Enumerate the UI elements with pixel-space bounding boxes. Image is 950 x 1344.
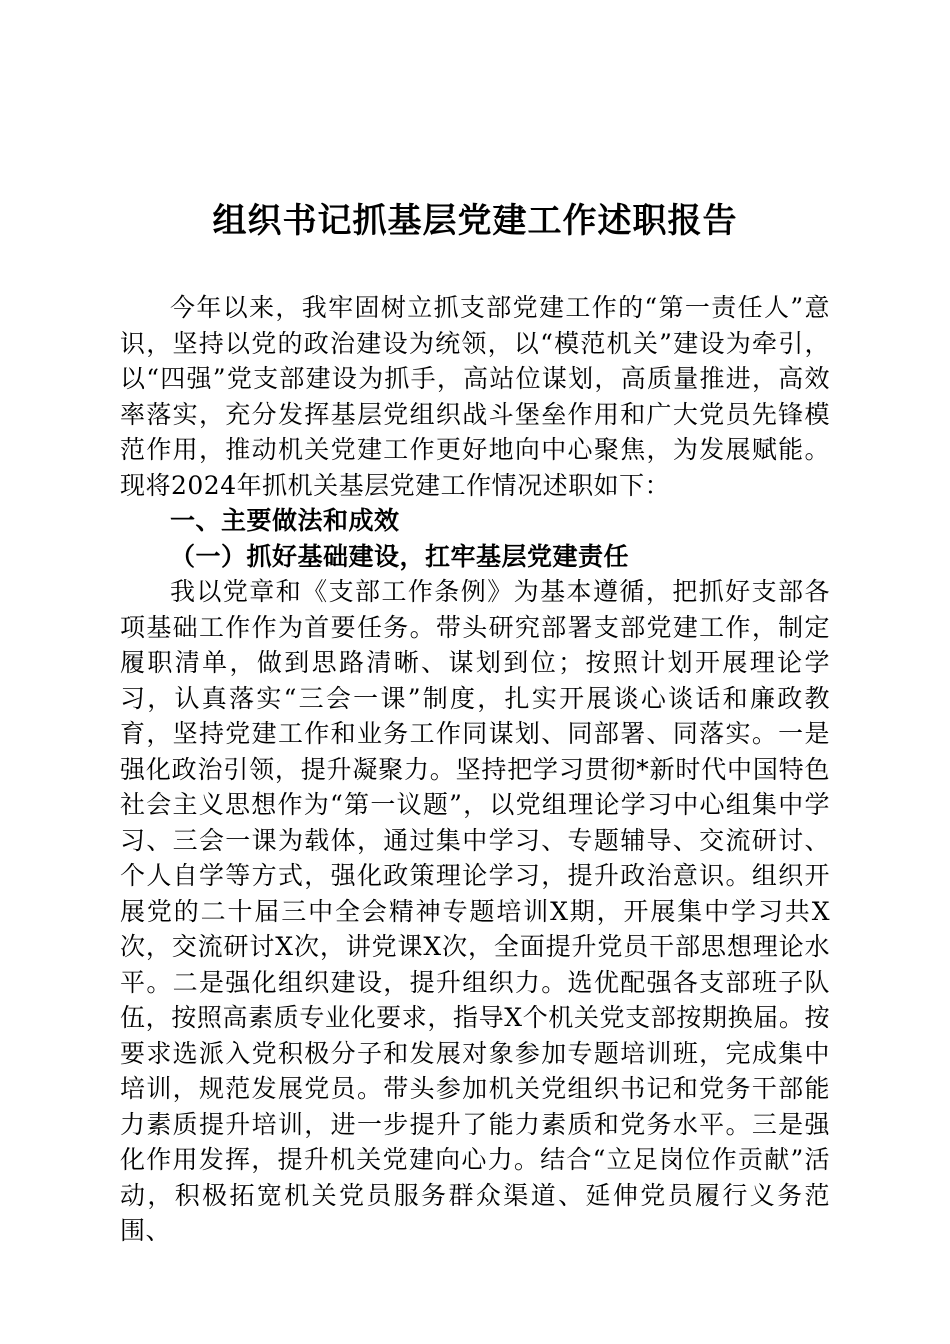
subsection-paragraph: 我以党章和《支部工作条例》为基本遵循，把抓好支部各项基础工作作为首要任务。带头研究部署支部党建工作，制定履职清单，做到思路清晰、谋划到位；按照计划开展理论学习，认真落实“三会一课”制度，扎实开展谈心谈话和廉政教育，坚持党建工作和业务工作同谋划、同部署、同落实。一是强化政治引领，提升凝聚力。坚持把学习贯彻*新时代中国特色社会主义思想作为“第一议题”，以党组理论学习中心组集中学习、三会一课为载体，通过集中学习、专题辅导、交流研讨、个人自学等方式，强化政策理论学习，提升政治意识。组织开展党的二十届三中全会精神专题培训X期，开展集中学习共X次，交流研讨X次，讲党课X次，全面提升党员干部思想理论水平。二是强化组织建设，提升组织力。选优配强各支部班子队伍，按照高素质专业化要求，指导X个机关党支部按期换届。按要求选派入党积极分子和发展对象参加专题培训班，完成集中培训，规范发展党员。带头参加机关党组织书记和党务干部能力素质提升培训，进一步提升了能力素质和党务水平。三是强化作用发挥，提升机关党建向心力。结合“立足岗位作贡献”活动，积极拓宽机关党员服务群众渠道、延伸党员履行义务范围、 [120, 577, 830, 1245]
document-body [120, 290, 830, 1249]
document-title: 组织书记抓基层党建工作述职报告 [212, 201, 738, 241]
section-heading: 一、主要做法和成效 [170, 506, 400, 535]
subsection-heading: （一）抓好基础建设，扛牢基层党建责任 [170, 541, 630, 571]
intro-paragraph: 今年以来，我牢固树立抓支部党建工作的“第一责任人”意识，坚持以党的政治建设为统领，以“模范机关”建设为牵引，以“四强”党支部建设为抓手，高站位谋划，高质量推进，高效率落实，充分发挥基层党组织战斗堡垒作用和广大党员先锋模范作用，推动机关党建工作更好地向中心聚焦，为发展赋能。现将2024年抓机关基层党建工作情况述职如下： [120, 293, 830, 500]
